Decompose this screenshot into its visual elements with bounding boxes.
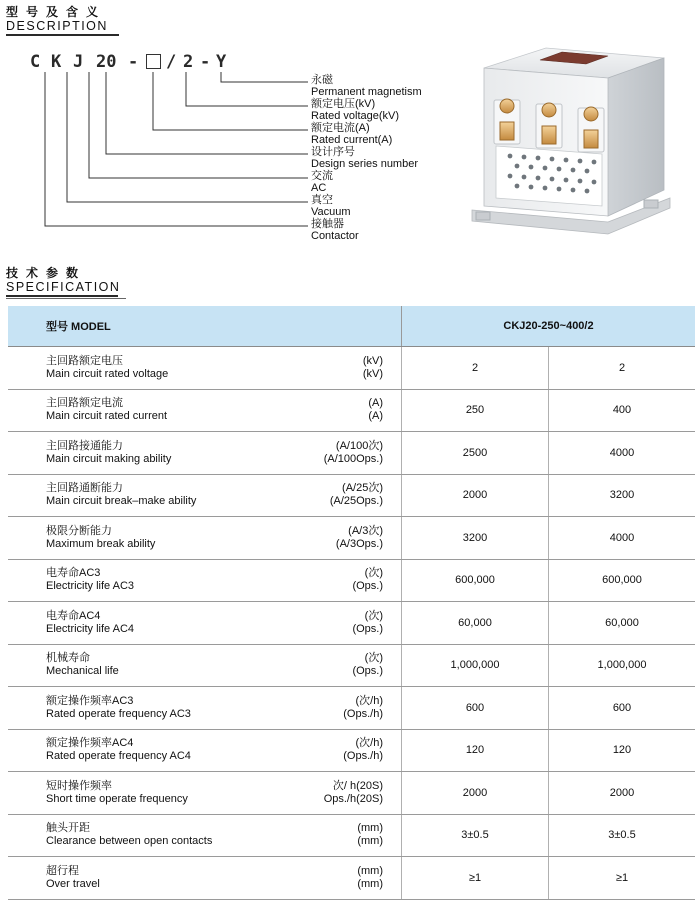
param-name-cn: 额定操作频率AC4 (46, 737, 134, 750)
specification-underline (6, 295, 118, 297)
table-row (8, 729, 695, 772)
param-name (8, 517, 288, 560)
param-name-en: Electricity life AC3 (46, 580, 135, 593)
meaning-rated-current: 额定电流(A) Rated current(A) (311, 122, 393, 146)
description-title-en: DESCRIPTION (6, 19, 108, 33)
header-model-label: 型号 MODEL (8, 306, 402, 347)
value-400a: 4000 (549, 432, 696, 475)
value-400a: 4000 (549, 517, 696, 560)
value-250a: 600 (402, 687, 549, 730)
param-unit-cn: (mm) (357, 864, 383, 877)
value-400a: 1,000,000 (549, 644, 696, 687)
param-unit (288, 389, 402, 432)
value-400a: 60,000 (549, 602, 696, 645)
value-250a: 60,000 (402, 602, 549, 645)
value-400a: 400 (549, 389, 696, 432)
param-unit-en: (A) (368, 410, 383, 423)
param-name-en: Mechanical life (46, 665, 119, 678)
param-unit-cn: (次) (364, 567, 383, 580)
value-250a: 120 (402, 729, 549, 772)
param-unit-cn: (次) (364, 652, 383, 665)
param-unit (288, 517, 402, 560)
value-400a: 600 (549, 687, 696, 730)
param-unit-en: (A/25Ops.) (329, 495, 383, 508)
connector-20 (106, 72, 308, 154)
param-unit-cn: (A/3次) (348, 524, 383, 537)
param-unit-en: (Ops.) (352, 622, 383, 635)
param-unit-en: (A/3Ops.) (335, 537, 383, 550)
param-name-cn: 电寿命AC3 (46, 567, 101, 580)
param-name (8, 857, 288, 900)
param-name-en: Rated operate frequency AC4 (46, 750, 191, 763)
param-name-cn: 主回路额定电压 (46, 354, 123, 367)
param-name-cn: 电寿命AC4 (46, 609, 101, 622)
param-name-cn: 机械寿命 (46, 652, 90, 665)
param-unit-en: (Ops./h) (343, 707, 383, 720)
code-char-y: Y (216, 52, 227, 72)
value-400a: 2 (549, 347, 696, 390)
value-400a: 3±0.5 (549, 814, 696, 857)
param-name-en: Main circuit making ability (46, 452, 172, 465)
code-char-k: K (51, 52, 62, 72)
param-name-en: Clearance between open contacts (46, 835, 213, 848)
meaning-rated-voltage: 额定电压(kV) Rated voltage(kV) (311, 98, 400, 122)
table-header-row (8, 306, 695, 347)
connector-k (67, 72, 308, 202)
table-row (8, 687, 695, 730)
param-name-cn: 主回路通断能力 (46, 482, 123, 495)
param-name (8, 772, 288, 815)
value-250a: 1,000,000 (402, 644, 549, 687)
table-row (8, 347, 695, 390)
connector-y (221, 72, 308, 82)
param-unit (288, 644, 402, 687)
param-name-cn: 额定操作频率AC3 (46, 694, 134, 707)
meaning-vacuum: 真空 Vacuum (311, 194, 351, 218)
param-name (8, 644, 288, 687)
param-name (8, 687, 288, 730)
table-row (8, 857, 695, 900)
param-unit-cn: (kV) (362, 354, 383, 367)
param-unit-cn: (A/25次) (342, 482, 383, 495)
connector-c (45, 72, 308, 226)
param-name-en: Main circuit rated current (46, 410, 168, 423)
param-unit (288, 814, 402, 857)
param-name-en: Over travel (46, 877, 100, 890)
table-row (8, 772, 695, 815)
param-name-en: Rated operate frequency AC3 (46, 707, 191, 720)
param-name-en: Short time operate frequency (46, 792, 188, 805)
table-row (8, 474, 695, 517)
code-char-c: C (30, 52, 41, 72)
value-400a: 2000 (549, 772, 696, 815)
param-unit-en: (mm) (357, 877, 383, 890)
meaning-permanent-magnet: 永磁 Permanent magnetism (311, 74, 422, 98)
value-250a: 600,000 (402, 559, 549, 602)
code-meanings (311, 74, 422, 242)
connector-j (89, 72, 308, 178)
param-name (8, 389, 288, 432)
contactor-product-image (458, 40, 688, 245)
param-name-cn: 超行程 (46, 864, 79, 877)
table-row (8, 602, 695, 645)
value-400a: ≥1 (549, 857, 696, 900)
value-400a: 600,000 (549, 559, 696, 602)
param-unit (288, 559, 402, 602)
code-char-slash: / (166, 52, 177, 72)
value-250a: 250 (402, 389, 549, 432)
description-title-cn: 型号及含义 (6, 5, 107, 19)
param-name (8, 729, 288, 772)
specification-title (6, 267, 126, 299)
param-unit-en: (Ops./h) (343, 750, 383, 763)
table-row (8, 517, 695, 560)
param-name (8, 432, 288, 475)
param-name (8, 602, 288, 645)
param-unit-cn: (A) (368, 397, 383, 410)
meaning-design-series: 设计序号 Design series number (311, 146, 418, 170)
param-unit-cn: (次) (364, 609, 383, 622)
value-250a: 2000 (402, 772, 549, 815)
value-250a: ≥1 (402, 857, 549, 900)
value-250a: 2 (402, 347, 549, 390)
connector-2 (186, 72, 308, 106)
param-name-cn: 主回路接通能力 (46, 439, 123, 452)
param-name (8, 347, 288, 390)
code-connector-lines (0, 0, 320, 250)
code-char-2: 2 (183, 52, 194, 72)
param-unit-en: Ops./h(20S) (323, 792, 383, 805)
value-400a: 120 (549, 729, 696, 772)
param-name-cn: 主回路额定电流 (46, 397, 123, 410)
param-unit-en: (A/100Ops.) (323, 452, 383, 465)
param-name-en: Main circuit rated voltage (46, 367, 169, 380)
param-unit (288, 729, 402, 772)
code-char-j: J (73, 52, 84, 72)
param-unit-cn: (次/h) (355, 737, 383, 750)
param-name (8, 814, 288, 857)
specification-title-cn: 技术参数 (6, 266, 87, 280)
param-unit-cn: (mm) (357, 822, 383, 835)
param-unit-cn: (次/h) (355, 694, 383, 707)
meaning-ac: 交流 AC (311, 170, 333, 194)
param-name-cn: 短时操作频率 (46, 779, 112, 792)
param-unit (288, 772, 402, 815)
param-name-cn: 极限分断能力 (46, 524, 112, 537)
value-250a: 2500 (402, 432, 549, 475)
table-row (8, 644, 695, 687)
param-name (8, 474, 288, 517)
param-unit-cn: 次/ h(20S) (332, 779, 383, 792)
value-250a: 2000 (402, 474, 549, 517)
specification-title-en: SPECIFICATION (6, 280, 121, 294)
table-row (8, 432, 695, 475)
param-name-en: Main circuit break–make ability (46, 495, 197, 508)
value-250a: 3±0.5 (402, 814, 549, 857)
table-row (8, 814, 695, 857)
param-unit (288, 347, 402, 390)
param-unit-en: (kV) (362, 367, 383, 380)
code-char-dash-2: - (200, 52, 211, 72)
param-unit-en: (Ops.) (352, 580, 383, 593)
meaning-contactor: 接触器 Contactor (311, 218, 359, 242)
connector-box (153, 72, 308, 130)
param-unit (288, 602, 402, 645)
param-name (8, 559, 288, 602)
header-model-value: CKJ20-250~400/2 (402, 306, 696, 347)
table-row (8, 389, 695, 432)
code-char-20: 20 (96, 52, 117, 72)
param-unit (288, 857, 402, 900)
specification-underline-thin (6, 298, 126, 299)
value-250a: 3200 (402, 517, 549, 560)
param-unit-en: (mm) (357, 835, 383, 848)
param-name-en: Maximum break ability (46, 537, 156, 550)
param-unit (288, 432, 402, 475)
param-unit-cn: (A/100次) (335, 439, 383, 452)
value-400a: 3200 (549, 474, 696, 517)
table-row (8, 559, 695, 602)
specification-table (8, 306, 695, 900)
param-name-en: Electricity life AC4 (46, 622, 135, 635)
table-body (8, 347, 695, 900)
param-unit-en: (Ops.) (352, 665, 383, 678)
code-char-dash-1: - (128, 52, 139, 72)
param-unit (288, 474, 402, 517)
param-name-cn: 触头开距 (46, 822, 90, 835)
param-unit (288, 687, 402, 730)
